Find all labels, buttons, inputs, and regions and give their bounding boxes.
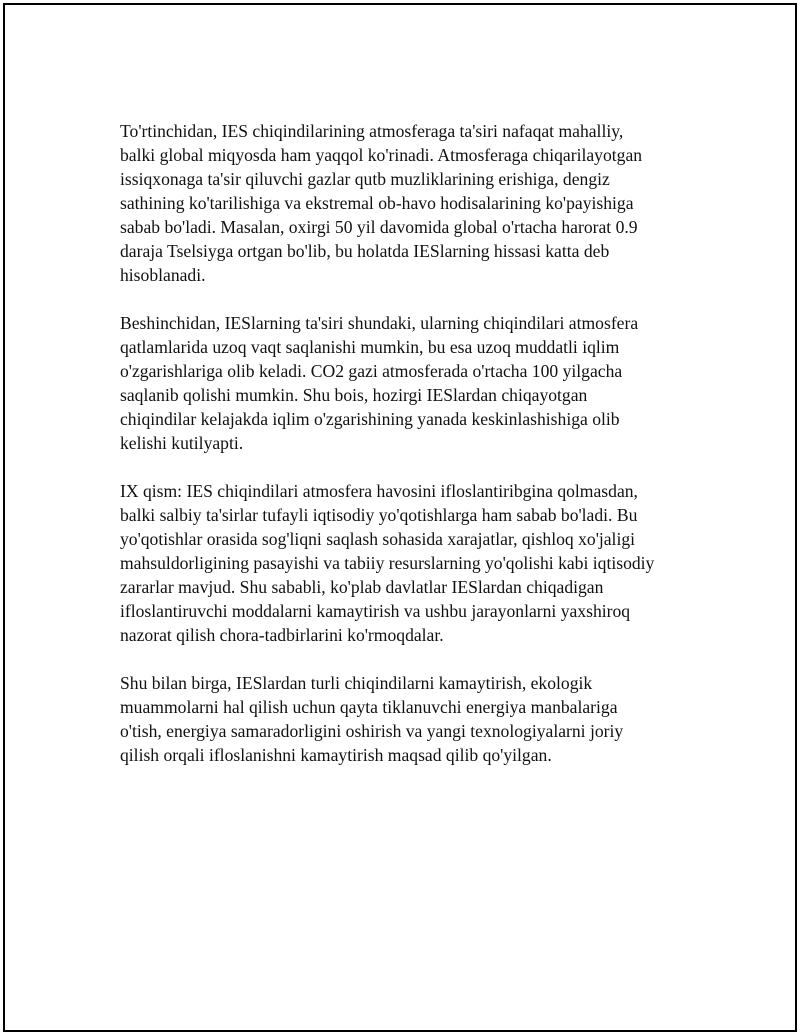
text-line: hisoblanadi. [120,265,206,285]
text-line: nazorat qilish chora-tadbirlarini ko'rmoqdalar. [120,625,444,645]
paragraph-ix-qism [120,479,695,647]
paragraph-5 [120,311,695,455]
text-line: daraja Tselsiyga ortgan bo'lib, bu holatda IESlarning hissasi katta deb [120,241,610,261]
text-line: zararlar mavjud. Shu sababli, ko'plab davlatlar IESlardan chiqadigan [120,577,604,597]
text-line: chiqindilar kelajakda iqlim o'zgarishining yanada keskinlashishiga olib [120,409,620,429]
text-line: sabab bo'ladi. Masalan, oxirgi 50 yil davomida global o'rtacha harorat 0.9 [120,217,638,237]
text-line: Shu bilan birga, IESlardan turli chiqindilarni kamaytirish, ekologik [120,673,593,693]
text-line: sathining ko'tarilishiga va ekstremal ob-havo hodisalarining ko'payishiga [120,193,634,213]
text-line: yo'qotishlar orasida sog'liqni saqlash sohasida xarajatlar, qishloq xo'jaligi [120,529,636,549]
text-line: saqlanib qolishi mumkin. Shu bois, hozirgi IESlardan chiqayotgan [120,385,588,405]
text-line: mahsuldorligining pasayishi va tabiiy resurslarning yo'qolishi kabi iqtisodiy [120,553,655,573]
text-line: kelishi kutilyapti. [120,433,244,453]
page-frame [3,3,797,1032]
text-line: To'rtinchidan, IES chiqindilarining atmosferaga ta'siri nafaqat mahalliy, [120,121,624,141]
text-line: o'zgarishlariga olib keladi. CO2 gazi atmosferada o'rtacha 100 yilgacha [120,361,623,381]
text-line: muammolarni hal qilish uchun qayta tiklanuvchi energiya manbalariga [120,697,618,717]
text-line: balki salbiy ta'sirlar tufayli iqtisodiy yo'qotishlarga ham sabab bo'ladi. Bu [120,505,638,525]
paragraph-conclusion [120,671,695,767]
text-line: Beshinchidan, IESlarning ta'siri shundaki, ularning chiqindilari atmosfera [120,313,639,333]
text-line: IX qism: IES chiqindilari atmosfera havosini ifloslantiribgina qolmasdan, [120,481,638,501]
text-line: ifloslantiruvchi moddalarni kamaytirish va ushbu jarayonlarni yaxshiroq [120,601,631,621]
text-line: qilish orqali ifloslanishni kamaytirish maqsad qilib qo'yilgan. [120,745,552,765]
text-line: qatlamlarida uzoq vaqt saqlanishi mumkin, bu esa uzoq muddatli iqlim [120,337,620,357]
paragraph-4 [120,119,695,287]
text-line: o'tish, energiya samaradorligini oshirish va yangi texnologiyalarni joriy [120,721,624,741]
text-line: balki global miqyosda ham yaqqol ko'rinadi. Atmosferaga chiqarilayotgan [120,145,643,165]
document-body [120,119,695,767]
text-line: issiqxonaga ta'sir qiluvchi gazlar qutb muzliklarining erishiga, dengiz [120,169,610,189]
